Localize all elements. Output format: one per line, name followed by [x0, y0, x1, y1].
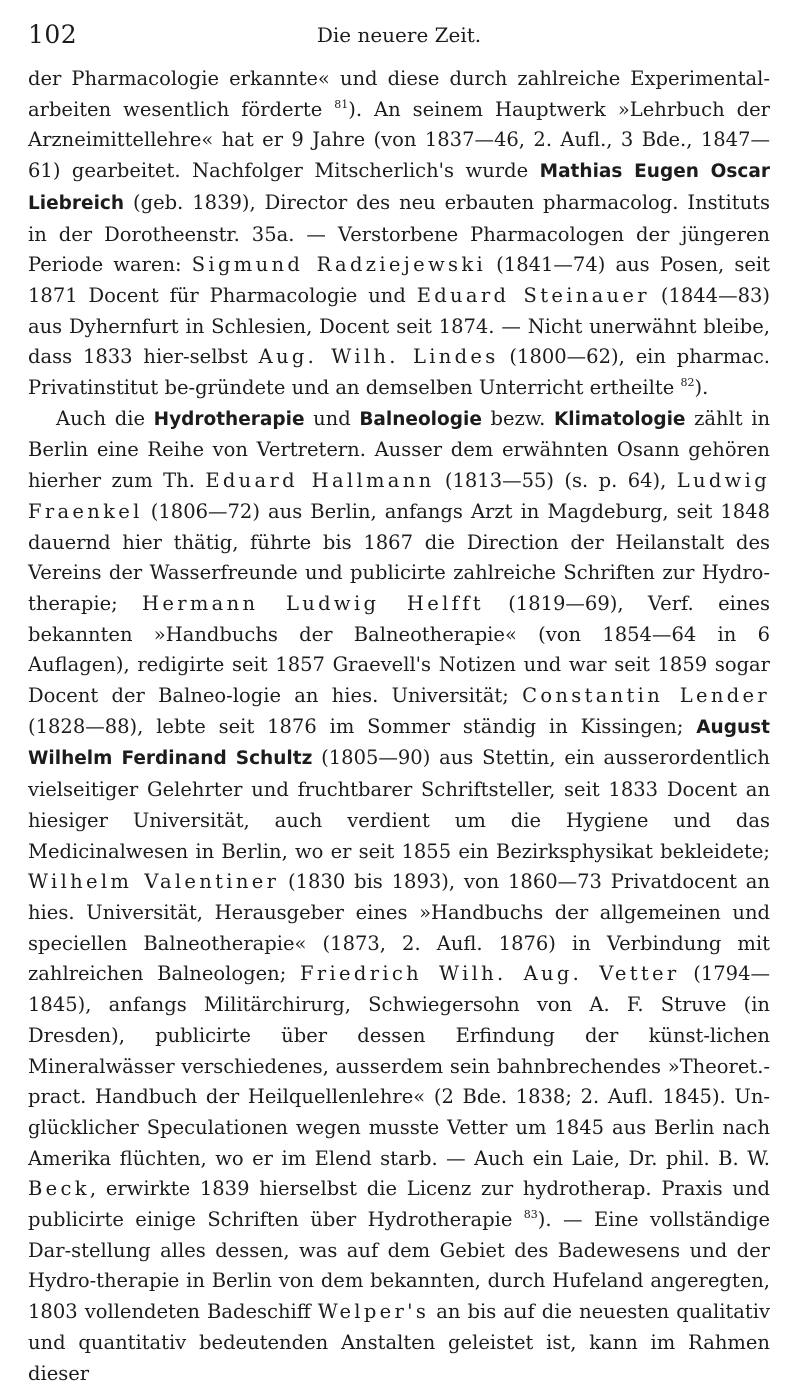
text-run: und — [304, 406, 360, 430]
spaced-name: Hermann Ludwig Helfft — [142, 591, 484, 615]
text-run: , erwirkte 1839 hierselbst die Licenz zur hydrotherap. Praxis und publicirte einige Schriften über Hydrotherapie — [28, 1177, 770, 1232]
spaced-name: Friedrich Wilh. Aug. Vetter — [300, 962, 680, 986]
text-run: an bis auf die neuesten qualitativ und quantitativ bedeutenden Anstalten geleistet ist, kann im Rahmen dieser — [28, 1300, 770, 1385]
text-run: (geb. 1839), Director des neu erbauten pharmacolog. Instituts in der Dorotheenstr. 35a. — Verstorbene Pharmacologen der jüngeren Periode waren: — [28, 190, 770, 277]
text-run: (1813—55) (s. p. 64), — [434, 469, 677, 493]
text-run: (1805—90) aus Stettin, ein ausserordentlich vielseitiger Gelehrter und fruchtbarer Schriftsteller, seit 1833 Docent an hiesiger Universität, auch verdient um die Hygiene und das Medicinalwesen in Berlin, wo er seit 1855 ein Bezirksphysikat bekleidete; — [28, 746, 770, 863]
paragraph — [28, 404, 770, 1389]
text-run: (1794—1845), anfangs Militärchirurg, Schwiegersohn von A. F. Struve (in Dresden), publicirte über dessen Erfindung der künst-lichen Mineralwässer verschiedenes, ausserdem sein bahnbrechendes »Theoret.-pract. Handbuch der Heilquellenlehre« (2 Bde. 1838; 2. Aufl. 1845). Un-glücklicher Speculationen wegen musste Vetter um 1845 aus Berlin nach Amerika flüchten, wo er im Elend starb. — Auch ein Laie, Dr. phil. B. W. — [28, 962, 770, 1170]
text-run: ). — [694, 376, 709, 400]
text-run: bezw. — [481, 406, 554, 430]
bold-term: Mathias Eugen Oscar Liebreich — [28, 161, 770, 214]
spaced-name: Beck — [28, 1177, 90, 1201]
page-header — [28, 18, 770, 54]
text-run: (1841—74) aus Posen, seit 1871 Docent für Pharmacologie und — [28, 253, 771, 307]
text-run: (1828—88), lebte seit 1876 im Sommer ständig in Kissingen; — [28, 714, 697, 738]
spaced-name: Welper's — [317, 1300, 430, 1324]
text-run: ). — Eine vollständige Dar-stellung alles dessen, was auf dem Gebiet des Badewesens und der Hydro-therapie in Berlin von dem bekannten, durch Hufeland angeregten, 1803 vollendeten Badeschiff — [28, 1208, 770, 1324]
text-run: ). An seinem Hauptwerk »Lehrbuch der Arzneimittellehre« hat er 9 Jahre (von 1837—46, 2. Aufl., 3 Bde., 1847—61) gearbeitet. Nachfolger Mitscherlich's wurde — [28, 97, 770, 183]
text-run: (1819—69), Verf. eines bekannten »Handbuchs der Balneotherapie« (von 1854—64 in 6 Auflagen), redigirte seit 1857 Graevell's Notizen und war seit 1859 sogar Docent der Balneo-logie an hies. Universität; — [28, 591, 770, 708]
spaced-name: Sigmund Radziejewski — [191, 253, 487, 277]
text-run: zählt in Berlin eine Reihe von Vertretern. Ausser dem erwähnten Osann gehören hierher zum Th. — [28, 406, 770, 493]
spaced-name: Ludwig Fraenkel — [28, 469, 771, 523]
spaced-name: Aug. Wilh. Lindes — [258, 345, 499, 369]
spaced-name: Eduard Steinauer — [416, 283, 650, 307]
spaced-name: Eduard Hallmann — [205, 469, 435, 493]
text-run: Auch die — [56, 406, 154, 430]
spaced-name: Constantin Lender — [522, 684, 770, 708]
bold-term: August Wilhelm Ferdinand Schultz — [28, 716, 770, 770]
text-run: (1800—62), ein pharmac. Privatinstitut be-gründete und an demselben Unterricht ertheilte — [28, 345, 770, 400]
paragraph — [28, 64, 770, 404]
running-head: Die neuere Zeit. — [316, 23, 482, 47]
text-run: der Pharmacologie erkannte« und diese durch zahlreiche Experimental-arbeiten wesentlich förderte — [28, 67, 770, 121]
text-run: (1844—83) aus Dyhernfurt in Schlesien, Docent seit 1874. — Nicht unerwähnt bleibe, dass 1833 hier-selbst — [28, 283, 770, 369]
text-run: (1806—72) aus Berlin, anfangs Arzt in Magdeburg, seit 1848 dauernd hier thätig, führte bis 1867 die Direction der Heilanstalt des Vereins der Wasserfreunde und publicirte zahlreiche Schriften zur Hydro-therapie; — [28, 499, 770, 615]
footnote-ref: 82 — [680, 376, 695, 390]
page-number: 102 — [28, 20, 78, 49]
spaced-name: Wilhelm Valentiner — [28, 870, 280, 894]
text-run: (1830 bis 1893), von 1860—73 Privatdocent an hies. Universität, Herausgeber eines »Handbuchs der allgemeinen und speciellen Balneotherapie« (1873, 2. Aufl. 1876) in Verbindung mit zahlreichen Balneologen; — [28, 870, 770, 986]
footnote-ref: 81 — [334, 97, 349, 111]
body-text — [28, 64, 770, 1389]
bold-term: Klimatologie — [553, 408, 686, 430]
footnote-ref: 83 — [523, 1208, 538, 1222]
bold-term: Hydrotherapie — [153, 408, 305, 430]
bold-term: Balneologie — [359, 408, 482, 430]
book-page — [28, 18, 770, 1389]
